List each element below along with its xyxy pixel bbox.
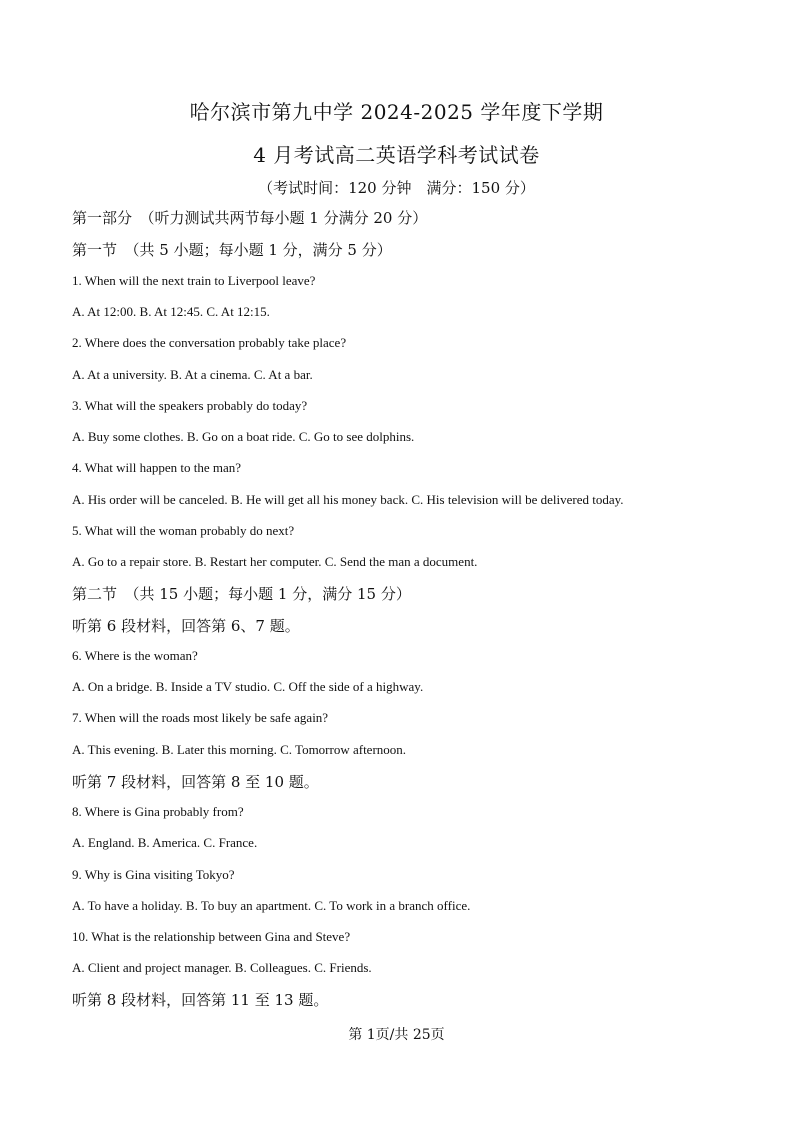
- question-8-options: A. England. B. America. C. France.: [72, 835, 258, 850]
- question-4-options: A. His order will be canceled. B. He will get all his money back. C. His television will be delivered today.: [72, 492, 624, 507]
- section1-heading: 第一节 （共 5 小题；每小题 1 分，满分 5 分）: [72, 241, 392, 259]
- question-7-stem: 7. When will the roads most likely be safe again?: [72, 710, 329, 725]
- question-2-stem: 2. Where does the conversation probably take place?: [72, 335, 347, 350]
- material-8-instruction: 听第 8 段材料，回答第 11 至 13 题。: [72, 991, 329, 1009]
- question-6-options: A. On a bridge. B. Inside a TV studio. C. Off the side of a highway.: [72, 679, 424, 694]
- material-7-instruction: 听第 7 段材料，回答第 8 至 10 题。: [72, 773, 319, 791]
- question-4-stem: 4. What will happen to the man?: [72, 460, 242, 475]
- exam-time-score-info: （考试时间：120 分钟 满分：150 分）: [258, 179, 535, 197]
- part1-heading: 第一部分 （听力测试共两节每小题 1 分满分 20 分）: [72, 209, 428, 227]
- section2-heading: 第二节 （共 15 小题；每小题 1 分，满分 15 分）: [72, 585, 411, 603]
- question-1-options: A. At 12:00. B. At 12:45. C. At 12:15.: [72, 304, 270, 319]
- material-6-instruction: 听第 6 段材料，回答第 6、7 题。: [72, 617, 300, 635]
- question-10-options: A. Client and project manager. B. Colleagues. C. Friends.: [72, 960, 372, 975]
- question-5-options: A. Go to a repair store. B. Restart her computer. C. Send the man a document.: [72, 554, 478, 569]
- exam-title-line1: 哈尔滨市第九中学 2024-2025 学年度下学期: [189, 100, 604, 124]
- question-3-stem: 3. What will the speakers probably do today?: [72, 398, 308, 413]
- question-2-options: A. At a university. B. At a cinema. C. At a bar.: [72, 367, 313, 382]
- question-8-stem: 8. Where is Gina probably from?: [72, 804, 244, 819]
- question-3-options: A. Buy some clothes. B. Go on a boat ride. C. Go to see dolphins.: [72, 429, 415, 444]
- exam-title-line2: 4 月考试高二英语学科考试试卷: [253, 143, 540, 167]
- question-1-stem: 1. When will the next train to Liverpool leave?: [72, 273, 316, 288]
- question-10-stem: 10. What is the relationship between Gina and Steve?: [72, 929, 351, 944]
- question-7-options: A. This evening. B. Later this morning. C. Tomorrow afternoon.: [72, 742, 407, 757]
- question-9-stem: 9. Why is Gina visiting Tokyo?: [72, 867, 235, 882]
- question-6-stem: 6. Where is the woman?: [72, 648, 198, 663]
- question-5-stem: 5. What will the woman probably do next?: [72, 523, 295, 538]
- question-9-options: A. To have a holiday. B. To buy an apartment. C. To work in a branch office.: [72, 898, 471, 913]
- page-number: 第 1页/共 25页: [348, 1027, 445, 1043]
